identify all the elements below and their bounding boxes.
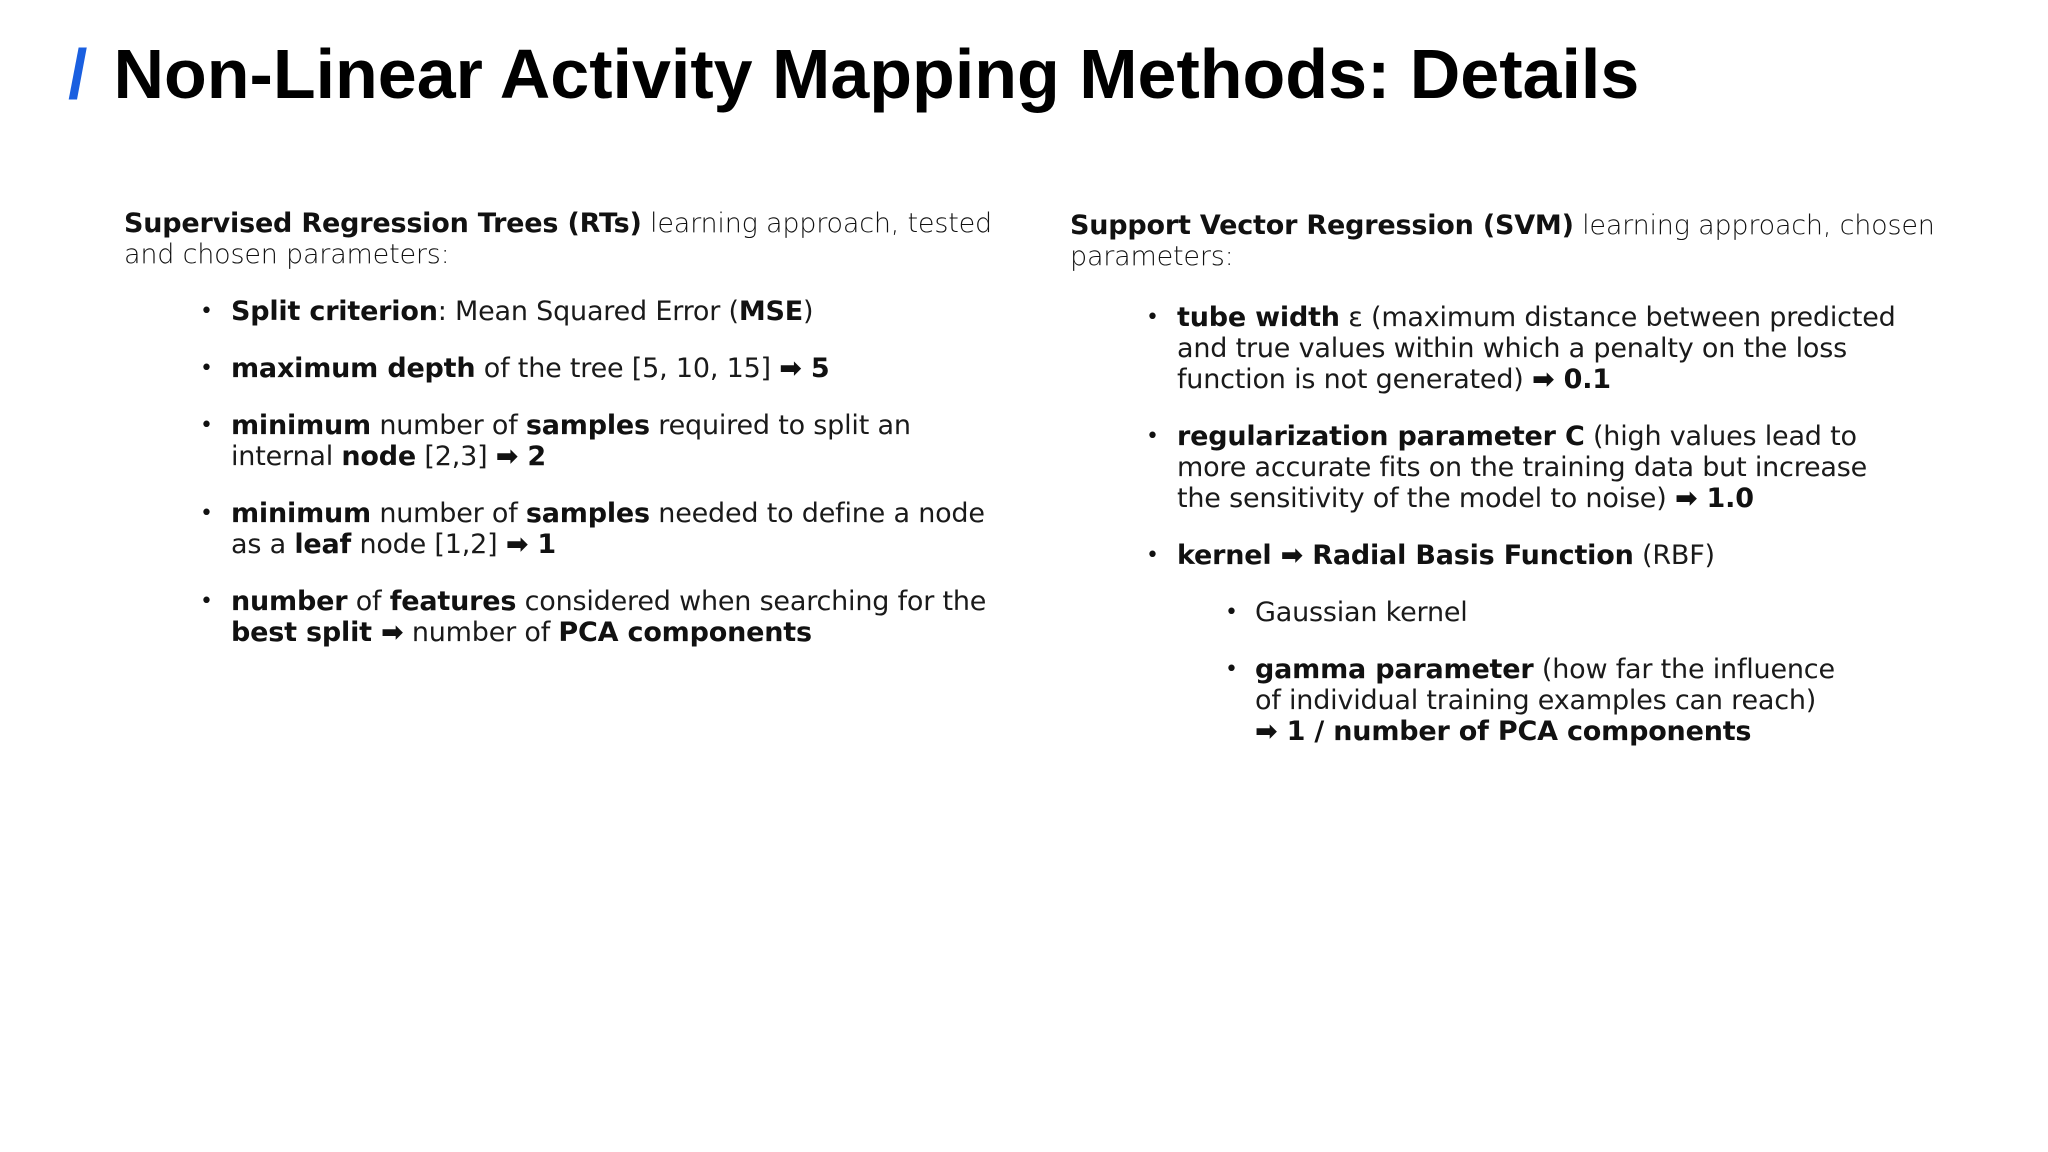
bold-text: kernel ➡ Radial Basis Function: [1177, 540, 1634, 571]
text: node [1,2]: [351, 529, 506, 560]
bold-text: maximum depth: [231, 353, 476, 384]
bold-text: best split ➡: [231, 617, 404, 648]
title-slash-accent: /: [68, 35, 88, 113]
intro-rest: learning approach, chosen parameters:: [1070, 210, 1935, 272]
bold-text: ➡ 1 / number of PCA components: [1255, 716, 1752, 747]
bold-text: regularization parameter C: [1177, 421, 1585, 452]
regression-trees-column: [124, 208, 1004, 674]
text: (high values lead to more accurate fits on the training data but increase the sensitivity of the model to noise): [1177, 421, 1868, 514]
bold-text: samples: [525, 410, 650, 441]
intro-bold: Supervised Regression Trees (RTs): [124, 208, 642, 239]
title-text: Non-Linear Activity Mapping Methods: Details: [113, 35, 1640, 113]
text: required to split an internal: [231, 410, 911, 472]
bold-text: leaf: [294, 529, 352, 560]
bold-text: ➡ 0.1: [1532, 364, 1611, 395]
bold-text: number: [231, 586, 348, 617]
list-item-min-samples-leaf: [124, 498, 991, 560]
list-item-regularization-parameter: [1070, 421, 1912, 514]
list-item-kernel: [1070, 540, 1912, 747]
svr-intro: [1070, 210, 1950, 272]
bold-text: MSE: [738, 296, 804, 327]
intro-bold: Support Vector Regression (SVM): [1070, 210, 1574, 241]
sub-list-item-gaussian-kernel: [1070, 597, 1845, 628]
bold-text: Split criterion: [231, 296, 438, 327]
svr-parameter-list: [1070, 302, 1950, 747]
text: considered when searching for the: [516, 586, 987, 617]
text: ε (maximum distance between predicted and true values within which a penalty on the loss function is not generated): [1177, 302, 1896, 395]
bold-text: ➡ 1: [505, 529, 557, 560]
regression-trees-intro: [124, 208, 1004, 270]
slide-title: [68, 26, 1639, 122]
text: (RBF): [1633, 540, 1715, 571]
bold-text: tube width: [1177, 302, 1340, 333]
text: Gaussian kernel: [1255, 597, 1468, 628]
bold-text: PCA components: [558, 617, 812, 648]
support-vector-regression-column: [1070, 208, 1950, 773]
kernel-sub-list: [1070, 597, 1912, 747]
list-item-split-criterion: [124, 296, 991, 327]
bold-text: minimum: [231, 498, 371, 529]
list-item-tube-width: [1070, 302, 1912, 395]
text: of: [347, 586, 390, 617]
list-item-number-of-features: [124, 586, 991, 648]
list-item-maximum-depth: [124, 353, 991, 384]
bold-text: samples: [525, 498, 650, 529]
bold-text: features: [389, 586, 517, 617]
text: [2,3]: [416, 441, 496, 472]
bold-text: ➡ 1.0: [1674, 483, 1754, 514]
text: number of: [370, 410, 526, 441]
text: ): [803, 296, 814, 327]
bold-text: gamma parameter: [1255, 654, 1534, 685]
text: (how far the influence of individual training examples can reach): [1255, 654, 1835, 716]
bold-text: node: [341, 441, 417, 472]
bold-text: minimum: [231, 410, 371, 441]
sub-list-item-gamma-parameter: [1070, 654, 1845, 747]
regression-trees-parameter-list: [124, 296, 1004, 648]
text: number of: [370, 498, 526, 529]
intro-rest: learning approach, tested and chosen parameters:: [124, 208, 992, 270]
list-item-min-samples-split: [124, 410, 991, 472]
text: number of: [403, 617, 559, 648]
text: of the tree [5, 10, 15]: [475, 353, 780, 384]
bold-text: ➡ 2: [495, 441, 547, 472]
bold-text: ➡ 5: [779, 353, 830, 384]
text: needed to define a node as a: [231, 498, 985, 560]
text: : Mean Squared Error (: [437, 296, 739, 327]
